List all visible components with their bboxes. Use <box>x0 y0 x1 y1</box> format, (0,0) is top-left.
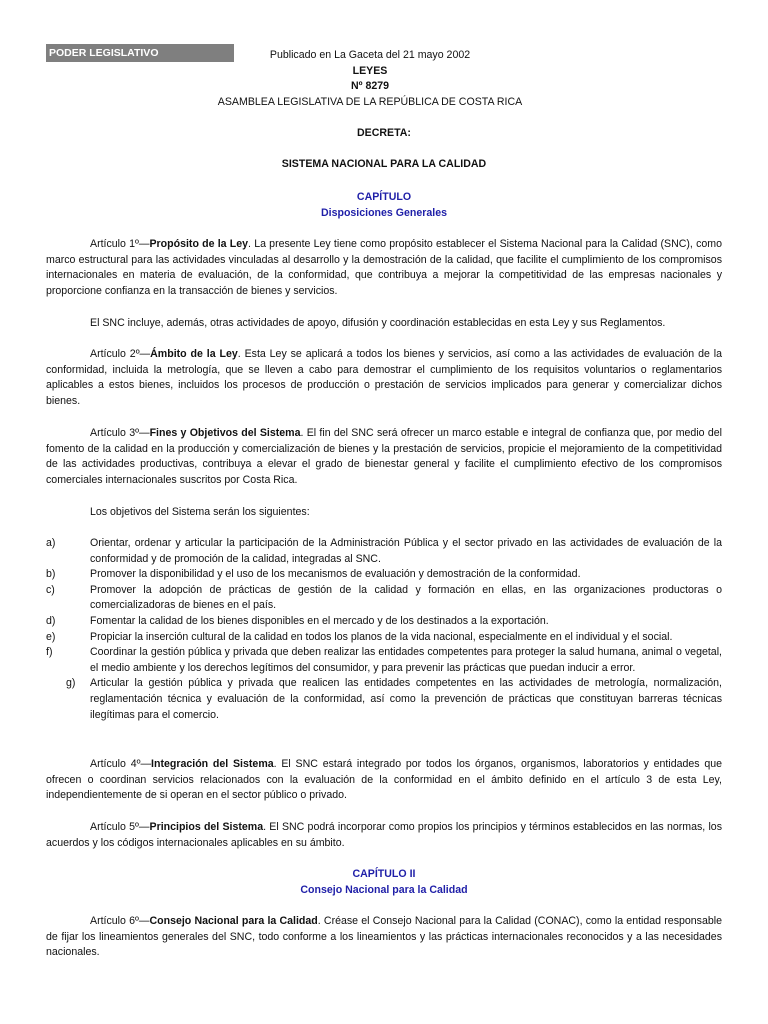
article-6-title: Consejo Nacional para la Calidad <box>149 915 318 927</box>
section-badge: PODER LEGISLATIVO <box>46 44 234 62</box>
objectives-intro: Los objetivos del Sistema serán los siguientes: <box>90 506 310 518</box>
objectives-list <box>46 536 722 723</box>
list-item: e) Propiciar la inserción cultural de la calidad en todos los planos de la vida nacional, especialmente en el individual y el social. <box>46 630 673 643</box>
article-2: Artículo 2º—Ámbito de la Ley. Esta Ley se aplicará a todos los bienes y servicios, así como a las actividades de evaluación de la conformidad, incluida la metrología, que se lleven a cabo para demostrar el cumplimiento de los requisitos voluntarios o reglamentarios aplicables a estos bienes, incluidos los procesos de producción o prestación de servicios implicados para generar y comercializar dichos bienes. <box>46 348 722 407</box>
assembly-name: ASAMBLEA LEGISLATIVA DE LA REPÚBLICA DE COSTA RICA <box>217 95 523 108</box>
list-item: a) Orientar, ordenar y articular la participación de la Administración Pública y el sector privado en las actividades de evaluación de la conformidad y de promoción de la calidad, integradas al SNC. <box>46 537 722 565</box>
article-3-title: Fines y Objetivos del Sistema <box>149 427 301 439</box>
article-4: Artículo 4º—Integración del Sistema. El SNC estará integrado por todos los órganos, organismos, laboratorios y entidades que ofrecen o coordinan servicios relacionados con la evaluación de la conformidad en el ámbito definido en el artículo 3 de esta Ley, independientemente de si operan en el sector público o privado. <box>46 758 723 802</box>
list-item: f) Coordinar la gestión pública y privada que deben realizar las entidades competentes para proteger la salud humana, animal o vegetal, el medio ambiente y los derechos legítimos del consumidor, y para prevenir las prácticas que puedan inducir a error. <box>46 646 722 674</box>
decreta-heading: DECRETA: <box>357 127 411 139</box>
list-item: g) Articular la gestión pública y privada que realicen las entidades competentes en las actividades de metrología, normalización, reglamentación técnica y evaluación de la conformidad, así como la prevención de prácticas que constituyan barreras técnicas ilegítimas para el comercio. <box>66 677 722 721</box>
article-5-title: Principios del Sistema <box>149 821 264 833</box>
chapter-2-label: CAPÍTULO II <box>352 868 416 880</box>
chapter-1-label: CAPÍTULO <box>356 191 412 203</box>
law-type: LEYES <box>352 64 388 77</box>
article-2-title: Ámbito de la Ley <box>150 348 238 360</box>
law-number: Nº 8279 <box>350 80 390 92</box>
article-4-title: Integración del Sistema <box>151 758 274 770</box>
article-3: Artículo 3º—Fines y Objetivos del Sistema. El fin del SNC será ofrecer un marco estable e integral de confianza que, por medio del fomento de la calidad en la producción y comercialización de bienes y la prestación de servicios, propicie el mejoramiento de la competitividad de las actividades productivas, contribuya a elevar el grado de bienestar general y facilite el cumplimiento efectivo de los compromisos comerciales internacionales suscritos por Costa Rica. <box>46 427 722 486</box>
law-title: SISTEMA NACIONAL PARA LA CALIDAD <box>281 158 487 170</box>
chapter-2-title: Consejo Nacional para la Calidad <box>300 884 468 896</box>
list-item: d) Fomentar la calidad de los bienes disponibles en el mercado y de los destinados a la exportación. <box>46 614 549 627</box>
article-1: Artículo 1º—Propósito de la Ley. La presente Ley tiene como propósito establecer el Sistema Nacional para la Calidad (SNC), como marco estructural para las actividades vinculadas al desarrollo y la demostración de la calidad, que facilite el cumplimiento de los compromisos internacionales en materia de evaluación, de la conformidad, que contribuya a mejorar la competitividad de las empresas nacionales y proporcione confianza en la transacción de bienes y servicios. <box>46 238 722 297</box>
chapter-1-title: Disposiciones Generales <box>320 207 447 219</box>
publication-line: Publicado en La Gaceta del 21 mayo 2002 <box>269 49 471 61</box>
document-header <box>200 48 540 110</box>
snc-paragraph: El SNC incluye, además, otras actividades de apoyo, difusión y coordinación establecidas en esta Ley y sus Reglamentos. <box>90 317 666 329</box>
list-item: c) Promover la adopción de prácticas de gestión de la calidad y formación en ellas, en las organizaciones productoras o comercializadoras de bienes en el país. <box>46 583 722 612</box>
article-5: Artículo 5º—Principios del Sistema. El SNC podrá incorporar como propios los principios y términos establecidos en las normas, los acuerdos y los códigos internacionales aplicables en su ámbito. <box>46 821 722 849</box>
article-1-title: Propósito de la Ley <box>149 238 249 250</box>
list-item: b) Promover la disponibilidad y el uso de los mecanismos de evaluación y demostración de la conformidad. <box>46 568 581 581</box>
article-6: Artículo 6º—Consejo Nacional para la Calidad. Créase el Consejo Nacional para la Calidad (CONAC), como la entidad responsable de fijar los lineamientos generales del SNC, todo conforme a los lineamientos y las prácticas internacionales reconocidos y a las necesidades nacionales. <box>46 915 722 959</box>
